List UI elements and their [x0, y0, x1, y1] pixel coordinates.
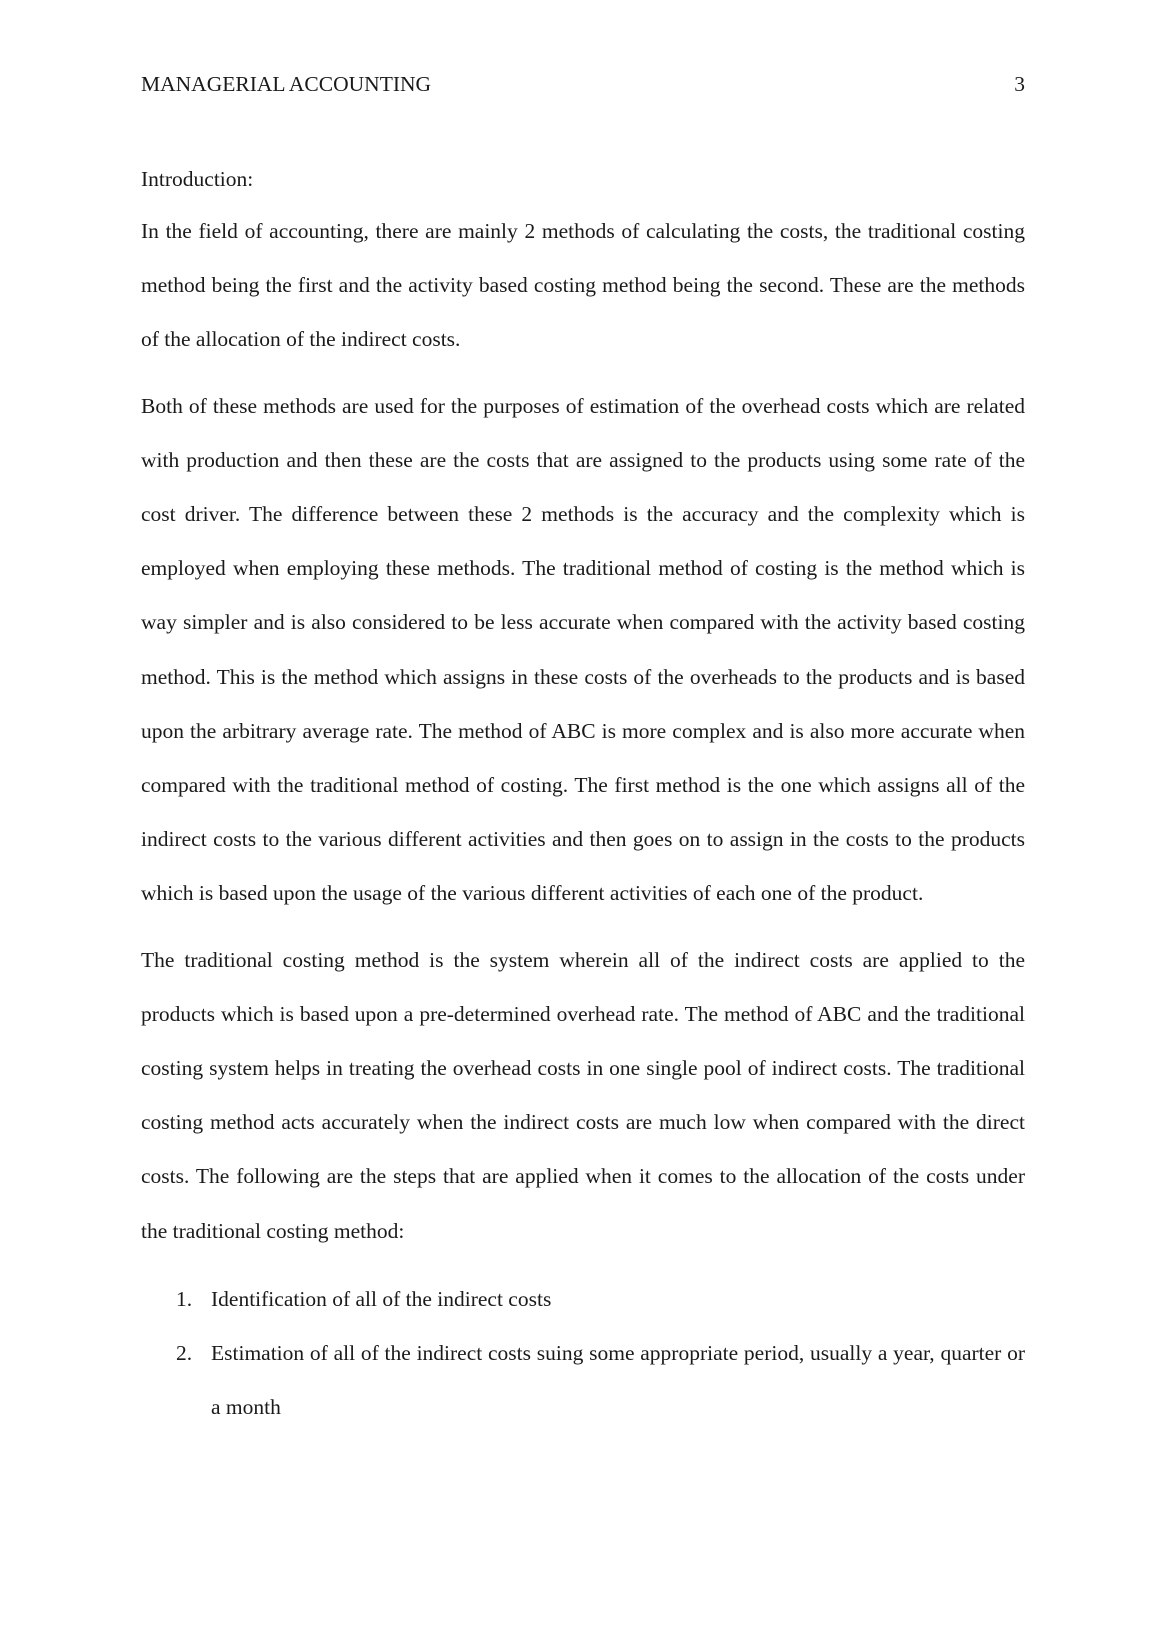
paragraph-traditional-costing: The traditional costing method is the system wherein all of the indirect costs are applied to the products which is based upon a pre-determined overhead rate. The method of ABC and the traditional costing system helps in treating the overhead costs in one single pool of indirect costs. The traditional costing method acts accurately when the indirect costs are much low when compared with the direct costs. The following are the steps that are applied when it comes to the allocation of the costs under the traditional costing method:: [141, 947, 1025, 1243]
list-item-text: Estimation of all of the indirect costs suing some appropriate period, usually a year, quarter or a month: [211, 1341, 1025, 1420]
steps-list: [141, 1272, 1025, 1435]
list-item: [141, 1272, 1025, 1326]
list-marker: 1.: [176, 1286, 193, 1311]
running-title: MANAGERIAL ACCOUNTING: [141, 72, 432, 96]
section-heading: Introduction:: [141, 167, 254, 191]
list-item-text: Identification of all of the indirect costs: [211, 1286, 552, 1311]
list-marker: 2.: [176, 1341, 193, 1366]
document-body: [141, 160, 1025, 1434]
list-item: [141, 1326, 1025, 1434]
paragraph-intro: In the field of accounting, there are mainly 2 methods of calculating the costs, the traditional costing method being the first and the activity based costing method being the second. These are the methods of the allocation of the indirect costs.: [141, 219, 1025, 352]
page-number: 3: [1014, 72, 1025, 96]
running-header: [141, 68, 1025, 100]
paragraph-methods-comparison: Both of these methods are used for the purposes of estimation of the overhead costs which are related with production and then these are the costs that are assigned to the products using some rate of the cost driver. The difference between these 2 methods is the accuracy and the complexity which is employed when employing these methods. The traditional method of costing is the method which is way simpler and is also considered to be less accurate when compared with the activity based costing method. This is the method which assigns in these costs of the overheads to the products and is based upon the arbitrary average rate. The method of ABC is more complex and is also more accurate when compared with the traditional method of costing. The first method is the one which assigns all of the indirect costs to the various different activities and then goes on to assign in the costs to the products which is based upon the usage of the various different activities of each one of the product.: [141, 393, 1025, 906]
